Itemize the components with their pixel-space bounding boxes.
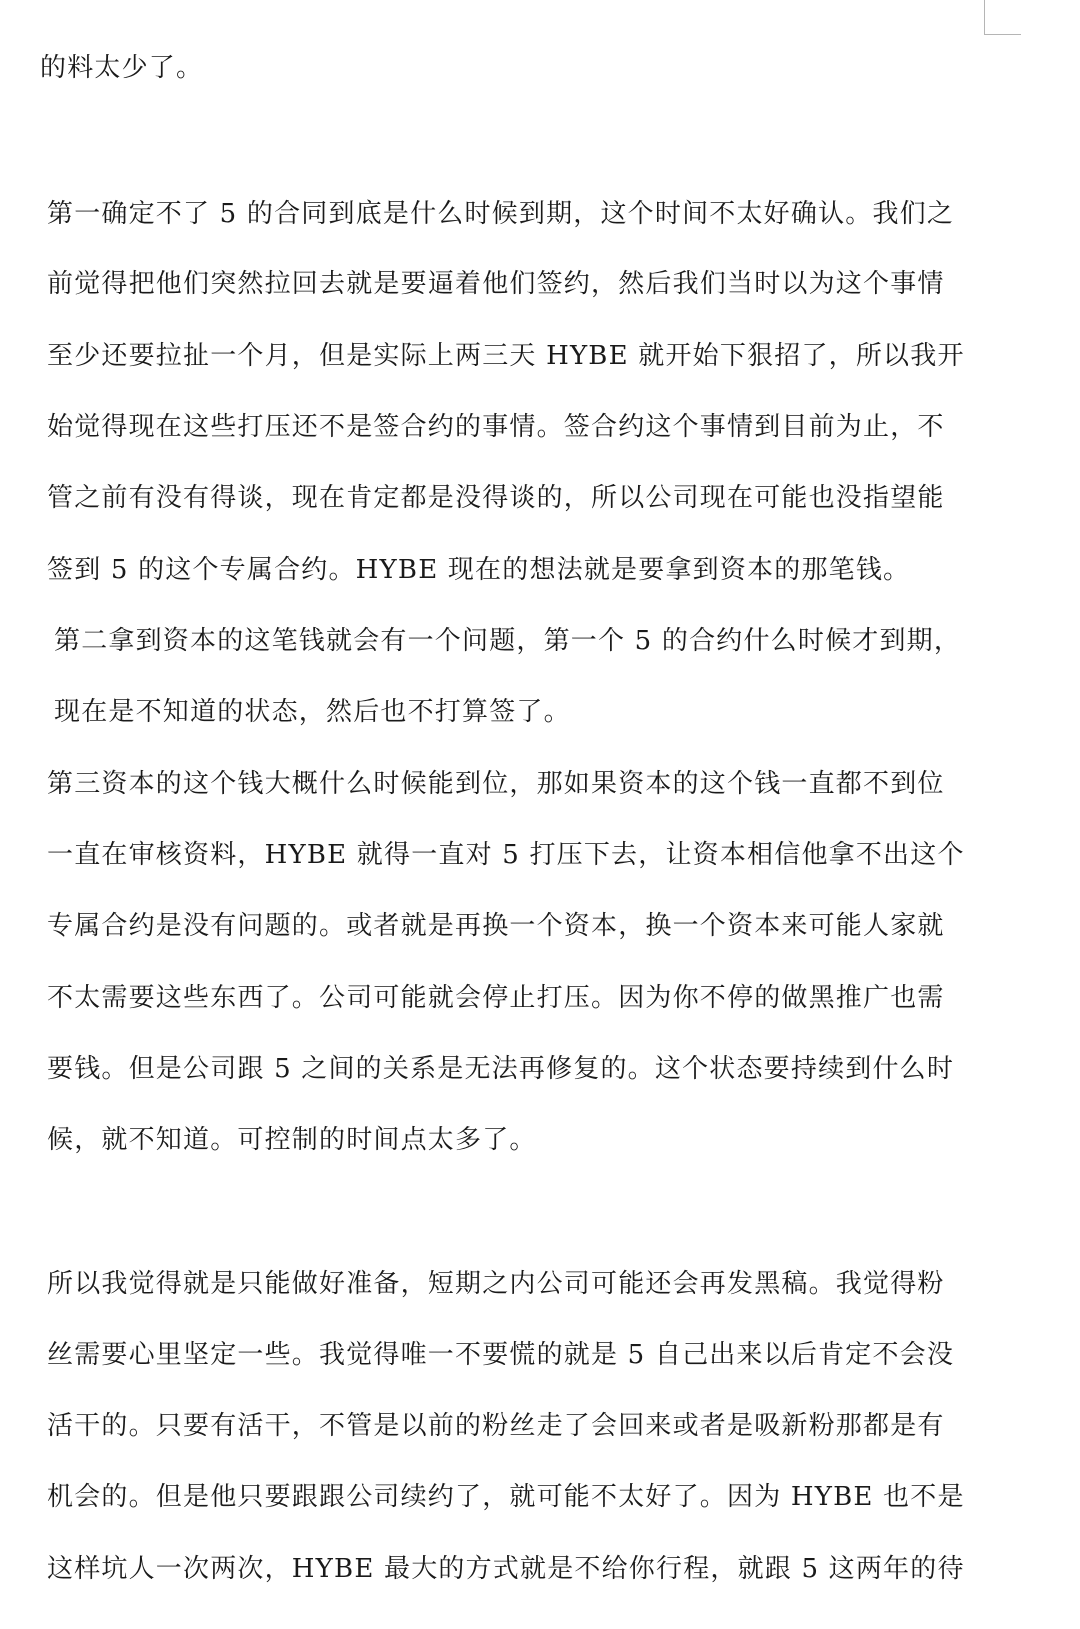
text-line: 所以我觉得就是只能做好准备，短期之内公司可能还会再发黑稿。我觉得粉 [47,1269,945,1299]
text-line: 的料太少了。 [40,53,204,83]
text-line: 专属合约是没有问题的。或者就是再换一个资本，换一个资本来可能人家就 [47,911,945,941]
text-line: 要钱。但是公司跟 5 之间的关系是无法再修复的。这个状态要持续到什么时 [47,1054,955,1084]
text-line: 第三资本的这个钱大概什么时候能到位，那如果资本的这个钱一直都不到位 [47,769,945,799]
text-line: 第一确定不了 5 的合同到底是什么时候到期，这个时间不太好确认。我们之 [47,199,955,229]
text-line: 不太需要这些东西了。公司可能就会停止打压。因为你不停的做黑推广也需 [47,983,945,1013]
text-line: 这样坑人一次两次，HYBE 最大的方式就是不给你行程，就跟 5 这两年的待 [47,1554,965,1584]
text-line: 现在是不知道的状态，然后也不打算签了。 [54,697,571,727]
text-line: 第二拿到资本的这笔钱就会有一个问题，第一个 5 的合约什么时候才到期， [54,626,962,656]
page-corner-mark [984,0,1021,35]
text-line: 活干的。只要有活干，不管是以前的粉丝走了会回来或者是吸新粉那都是有 [47,1411,945,1441]
text-line: 始觉得现在这些打压还不是签合约的事情。签合约这个事情到目前为止，不 [47,412,945,442]
text-line: 一直在审核资料，HYBE 就得一直对 5 打压下去，让资本相信他拿不出这个 [47,840,965,870]
text-line: 签到 5 的这个专属合约。HYBE 现在的想法就是要拿到资本的那笔钱。 [47,555,911,585]
text-line: 候，就不知道。可控制的时间点太多了。 [47,1125,537,1155]
text-line: 前觉得把他们突然拉回去就是要逼着他们签约，然后我们当时以为这个事情 [47,269,945,299]
text-line: 丝需要心里坚定一些。我觉得唯一不要慌的就是 5 自己出来以后肯定不会没 [47,1340,955,1370]
text-line: 机会的。但是他只要跟跟公司续约了，就可能不太好了。因为 HYBE 也不是 [47,1482,965,1512]
text-line: 管之前有没有得谈，现在肯定都是没得谈的，所以公司现在可能也没指望能 [47,483,945,513]
text-line: 至少还要拉扯一个月，但是实际上两三天 HYBE 就开始下狠招了，所以我开 [47,341,965,371]
